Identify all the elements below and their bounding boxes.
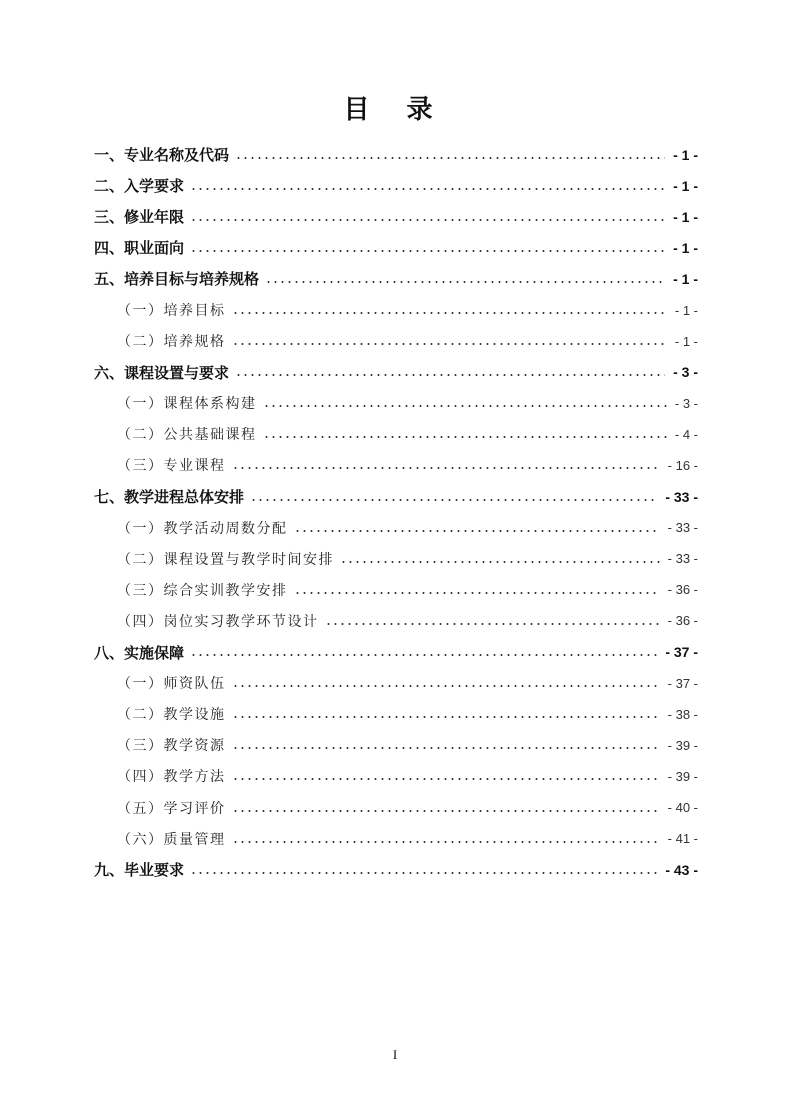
toc-entry[interactable] (0, 637, 790, 668)
toc-entry[interactable] (0, 357, 790, 388)
toc-entry[interactable] (0, 326, 790, 357)
toc-entry-title: （三）综合实训教学安排 (117, 582, 288, 599)
toc-entry-title: （一）师资队伍 (117, 676, 226, 693)
dot-leader (232, 685, 660, 687)
toc-entry-title: 三、修业年限 (94, 208, 185, 227)
toc-entry-title: 六、课程设置与要求 (94, 363, 230, 382)
toc-entry-page-number: - 16 - (667, 457, 698, 473)
dot-leader (190, 872, 657, 874)
dot-leader (263, 405, 667, 407)
dot-leader (250, 499, 657, 501)
toc-entry[interactable] (0, 201, 790, 232)
toc-entry-page-number: - 40 - (667, 800, 698, 816)
dot-leader (325, 623, 660, 625)
toc-entry-title: （一）课程体系构建 (117, 396, 257, 413)
toc-entry[interactable] (0, 574, 790, 605)
toc-entry-page-number: - 43 - (665, 861, 698, 878)
toc-entry[interactable] (0, 543, 790, 574)
toc-entry-page-number: - 38 - (667, 706, 698, 722)
toc-entry-title: （六）质量管理 (117, 831, 226, 848)
dot-leader (232, 747, 660, 749)
dot-leader (232, 716, 660, 718)
toc-entry[interactable] (0, 823, 790, 854)
toc-entry-page-number: - 3 - (673, 364, 698, 381)
toc-entry-page-number: - 3 - (674, 395, 698, 411)
toc-entry-page-number: - 39 - (667, 737, 698, 753)
dot-leader (294, 530, 660, 532)
toc-entry-title: （四）岗位实习教学环节设计 (117, 613, 319, 630)
toc-entry-title: （一）培养目标 (117, 303, 226, 320)
dot-leader (190, 654, 657, 656)
dot-leader (190, 188, 665, 190)
toc-entry-page-number: - 36 - (667, 613, 698, 629)
dot-leader (190, 250, 665, 252)
toc-entry-page-number: - 4 - (674, 426, 698, 442)
toc-entry-page-number: - 37 - (667, 675, 698, 691)
toc-entry[interactable] (0, 792, 790, 823)
dot-leader (232, 312, 667, 314)
dot-leader (235, 374, 665, 376)
toc-entry-title: 四、职业面向 (94, 239, 185, 258)
toc-entry-title: （三）教学资源 (117, 738, 226, 755)
toc-entry-page-number: - 1 - (674, 333, 698, 349)
toc-entry-title: 一、专业名称及代码 (94, 146, 230, 165)
toc-entry-page-number: - 1 - (673, 270, 698, 287)
dot-leader (265, 281, 665, 283)
toc-entry-title: （二）公共基础课程 (117, 427, 257, 444)
toc-entry-title: 八、实施保障 (94, 643, 185, 662)
toc-entry-title: （二）教学设施 (117, 707, 226, 724)
toc-entry-page-number: - 1 - (673, 239, 698, 256)
toc-entry-title: 九、毕业要求 (94, 861, 185, 880)
dot-leader (232, 343, 667, 345)
toc-entry-page-number: - 37 - (665, 644, 698, 661)
dot-leader (232, 778, 660, 780)
dot-leader (263, 436, 667, 438)
dot-leader (190, 219, 665, 221)
toc-entry-title: （三）专业课程 (117, 458, 226, 475)
toc-entry-page-number: - 1 - (673, 177, 698, 194)
toc-entry-title: 七、教学进程总体安排 (94, 488, 245, 507)
toc-entry[interactable] (0, 419, 790, 450)
toc-entry[interactable] (0, 605, 790, 636)
toc-entry-page-number: - 33 - (667, 551, 698, 567)
dot-leader (232, 810, 660, 812)
toc-entry-title: （五）学习评价 (117, 800, 226, 817)
toc-entry-page-number: - 33 - (667, 520, 698, 536)
dot-leader (340, 561, 660, 563)
toc-entry[interactable] (0, 668, 790, 699)
toc-entry[interactable] (0, 699, 790, 730)
toc-entry[interactable] (0, 761, 790, 792)
toc-entry-title: （四）教学方法 (117, 769, 226, 786)
toc-entry[interactable] (0, 263, 790, 294)
toc-entry[interactable] (0, 854, 790, 885)
toc-entry-title: （二）培养规格 (117, 334, 226, 351)
toc-entry-page-number: - 1 - (673, 146, 698, 163)
toc-entry[interactable] (0, 170, 790, 201)
dot-leader (232, 841, 660, 843)
toc-entry-title: 二、入学要求 (94, 177, 185, 196)
toc-entry[interactable] (0, 481, 790, 512)
toc-entry-title: （二）课程设置与教学时间安排 (117, 551, 334, 568)
toc-entry-page-number: - 36 - (667, 582, 698, 598)
toc-entry[interactable] (0, 512, 790, 543)
toc-entry[interactable] (0, 139, 790, 170)
dot-leader (235, 157, 665, 159)
page-number: I (392, 1047, 398, 1062)
toc-entry[interactable] (0, 450, 790, 481)
toc-entry[interactable] (0, 232, 790, 263)
toc-entry-page-number: - 39 - (667, 768, 698, 784)
toc-entry[interactable] (0, 730, 790, 761)
toc-entry[interactable] (0, 388, 790, 419)
toc-entry-page-number: - 33 - (665, 488, 698, 505)
toc-entry-page-number: - 1 - (673, 208, 698, 225)
toc-entry-page-number: - 1 - (674, 302, 698, 318)
page-title: 目 录 (343, 95, 447, 125)
dot-leader (232, 467, 660, 469)
table-of-contents (0, 139, 790, 885)
toc-entry[interactable] (0, 294, 790, 325)
toc-entry-title: （一）教学活动周数分配 (117, 520, 288, 537)
toc-entry-page-number: - 41 - (667, 831, 698, 847)
toc-entry-title: 五、培养目标与培养规格 (94, 270, 260, 289)
dot-leader (294, 592, 660, 594)
